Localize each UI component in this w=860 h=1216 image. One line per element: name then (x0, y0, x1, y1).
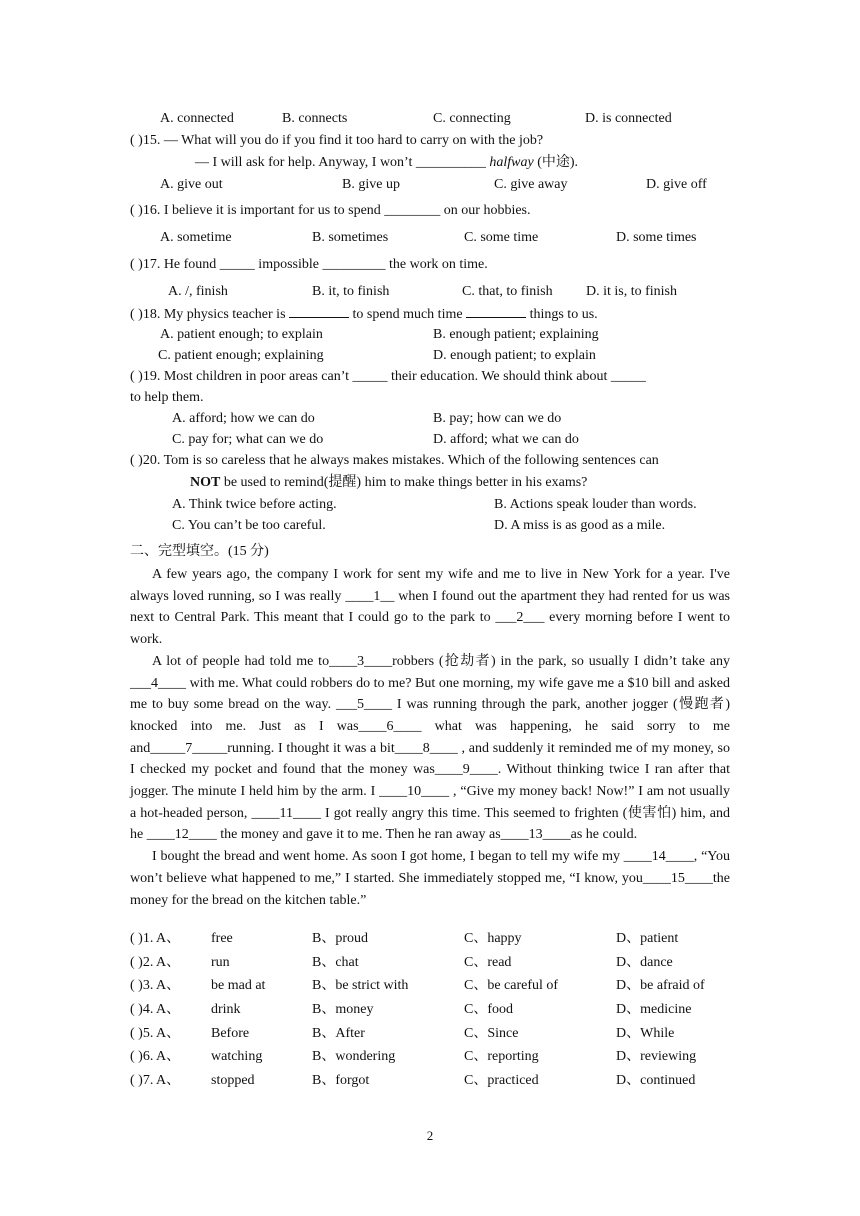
cloze-q7-option-c: C、practiced (464, 1073, 539, 1088)
cloze-q4-option-c: C、food (464, 1002, 513, 1017)
q14-option-b: B. connects (282, 111, 348, 126)
cloze-q3-number: ( )3. A、 (130, 978, 181, 993)
cloze-q2-number: ( )2. A、 (130, 955, 181, 970)
cloze-q4-option-d: D、medicine (616, 1002, 692, 1017)
q20-option-b: B. Actions speak louder than words. (494, 497, 697, 512)
cloze-q3-option-d: D、be afraid of (616, 978, 705, 993)
cloze-q2-option-a: run (211, 955, 230, 970)
cloze-q6-number: ( )6. A、 (130, 1049, 181, 1064)
cloze-q5-option-b: B、After (312, 1026, 365, 1041)
cloze-paragraph-1: A few years ago, the company I work for sent my wife and me to live in New York for a year. I've always loved running, so I was really ____1__ when I found out the apartment they had rented for us was next to Central Park. This meant that I could go to the park to ___2___ every morning before I went to work. (130, 567, 730, 648)
cloze-q6-option-b: B、wondering (312, 1049, 396, 1064)
q16-stem: ( )16. I believe it is important for us to spend ________ on our hobbies. (130, 203, 531, 218)
cloze-q7-option-d: D、continued (616, 1073, 696, 1088)
q18-option-b: B. enough patient; explaining (433, 327, 599, 342)
q16-option-b: B. sometimes (312, 230, 389, 245)
q18-option-d: D. enough patient; to explain (433, 348, 596, 363)
q18-option-a: A. patient enough; to explain (160, 327, 323, 342)
cloze-q4-option-a: drink (211, 1002, 241, 1017)
cloze-q1-option-a: free (211, 931, 233, 946)
cloze-q5-option-c: C、Since (464, 1026, 519, 1041)
cloze-q2-option-d: D、dance (616, 955, 673, 970)
cloze-q5-number: ( )5. A、 (130, 1026, 181, 1041)
q17-option-a: A. /, finish (168, 284, 228, 299)
q19-option-b: B. pay; how can we do (433, 411, 562, 426)
cloze-q4-number: ( )4. A、 (130, 1002, 181, 1017)
q15-stem-line2: — I will ask for help. Anyway, I won’t __________ halfway (中途). (195, 155, 579, 170)
cloze-q7-option-b: B、forgot (312, 1073, 370, 1088)
q15-option-a: A. give out (160, 177, 223, 192)
cloze-q7-number: ( )7. A、 (130, 1073, 181, 1088)
cloze-q6-option-a: watching (211, 1049, 263, 1064)
q19-option-a: A. afford; how we can do (172, 411, 315, 426)
q17-option-b: B. it, to finish (312, 284, 390, 299)
cloze-passage (130, 564, 730, 911)
cloze-paragraph-3: I bought the bread and went home. As soon I got home, I began to tell my wife my ____14____, “You won’t believe what happened to me,” I started. She immediately stopped me, “I know, you____15____the money for the bread on the kitchen table.” (130, 849, 730, 908)
cloze-q3-option-a: be mad at (211, 978, 266, 993)
q17-stem: ( )17. He found _____ impossible _________ the work on time. (130, 257, 488, 272)
cloze-q2-option-c: C、read (464, 955, 512, 970)
cloze-q5-option-d: D、While (616, 1026, 675, 1041)
q17-option-c: C. that, to finish (462, 284, 553, 299)
q20-stem: ( )20. Tom is so careless that he always makes mistakes. Which of the following sentences can (130, 453, 659, 468)
q15-option-b: B. give up (342, 177, 400, 192)
q17-option-d: D. it is, to finish (586, 284, 678, 299)
q15-option-d: D. give off (646, 177, 707, 192)
q18-stem: ( )18. My physics teacher is to spend much time things to us. (130, 307, 598, 322)
cloze-q4-option-b: B、money (312, 1002, 374, 1017)
q20-option-d: D. A miss is as good as a mile. (494, 518, 666, 533)
cloze-q3-option-b: B、be strict with (312, 978, 409, 993)
cloze-q1-option-b: B、proud (312, 931, 368, 946)
q20-stem-line2: NOT be used to remind(提醒) him to make things better in his exams? (190, 475, 588, 490)
cloze-q6-option-d: D、reviewing (616, 1049, 697, 1064)
cloze-q1-option-c: C、happy (464, 931, 522, 946)
cloze-q6-option-c: C、reporting (464, 1049, 539, 1064)
q18-option-c: C. patient enough; explaining (158, 348, 324, 363)
q16-option-d: D. some times (616, 230, 697, 245)
q20-option-a: A. Think twice before acting. (172, 497, 337, 512)
q14-option-c: C. connecting (433, 111, 511, 126)
q20-option-c: C. You can’t be too careful. (172, 518, 326, 533)
q19-stem: ( )19. Most children in poor areas can’t _____ their education. We should think about _____ (130, 369, 646, 384)
q19-option-c: C. pay for; what can we do (172, 432, 324, 447)
q14-option-d: D. is connected (585, 111, 672, 126)
section-title-cloze: 二、完型填空。(15 分) (130, 544, 269, 559)
q19-stem-line2: to help them. (130, 390, 204, 405)
cloze-q1-option-d: D、patient (616, 931, 679, 946)
cloze-q7-option-a: stopped (211, 1073, 255, 1088)
cloze-q5-option-a: Before (211, 1026, 250, 1041)
q19-option-d: D. afford; what we can do (433, 432, 579, 447)
q14-option-a: A. connected (160, 111, 234, 126)
q16-option-a: A. sometime (160, 230, 232, 245)
cloze-q2-option-b: B、chat (312, 955, 359, 970)
q15-option-c: C. give away (494, 177, 568, 192)
page-number: 2 (426, 1128, 434, 1143)
cloze-paragraph-2: A lot of people had told me to____3____robbers (抢劫者) in the park, so usually I didn’t take any ___4____ with me. What could robbers do to me? But one morning, my wife gave me a $10 bill and asked me to buy some bread on the way. ___5____ I was running through the park, another jogger (慢跑者) knocked into me. Just as I was____6____ what was happening, he said sorry to me and_____7_____running. I thought it was a bit____8____ , and suddenly it reminded me of my money, so I checked my pocket and found that the money was____9____. Without thinking twice I ran after that jogger. The minute I held him by the arm. I ____10____ , “Give my money back! Now!” I am not usually a hot-headed person, ____11____ I got really angry this time. This seemed to frighten (使害怕) him, and he ____12____ the money and gave it to me. Then he ran away as____13____as he could. (130, 653, 730, 843)
q15-stem: ( )15. — What will you do if you find it too hard to carry on with the job? (130, 133, 544, 148)
cloze-q3-option-c: C、be careful of (464, 978, 559, 993)
cloze-q1-number: ( )1. A、 (130, 931, 181, 946)
q16-option-c: C. some time (464, 230, 539, 245)
